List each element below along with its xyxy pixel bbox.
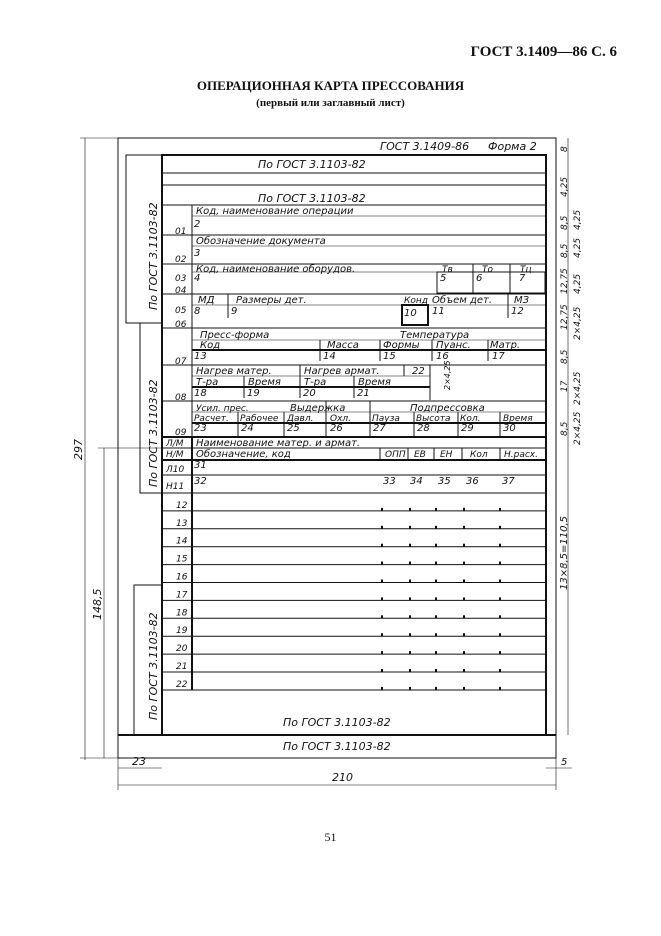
field-dims: Размеры дет. — [236, 295, 307, 306]
field-oboz-kod: Обозначение, код — [196, 449, 291, 460]
cell-3: 3 — [194, 248, 201, 259]
dim-2x425c: 2×4,25 — [573, 411, 583, 445]
cell-15: 15 — [383, 351, 396, 362]
field-ohl: Охл. — [330, 414, 352, 424]
cell-18: 18 — [194, 388, 207, 399]
field-kod: Код — [200, 340, 221, 351]
row-08: 08 — [175, 393, 187, 403]
row-07: 07 — [175, 357, 187, 367]
dim-8: 8 — [560, 146, 570, 152]
dim-210: 210 — [332, 771, 353, 784]
row-09: 09 — [175, 428, 187, 438]
dim-425b: 4,25 — [573, 209, 583, 230]
cell-4: 4 — [194, 273, 201, 284]
cell-17: 17 — [492, 351, 505, 362]
ref-top-2: По ГОСТ 3.1103-82 — [258, 192, 366, 205]
cell-9: 9 — [231, 306, 238, 317]
dim-17: 17 — [560, 380, 570, 392]
cell-27: 27 — [373, 423, 386, 434]
cell-34: 34 — [410, 476, 423, 487]
cell-11: 11 — [432, 306, 445, 317]
field-matr: Матр. — [490, 340, 521, 351]
field-en: ЕН — [440, 450, 453, 460]
field-opp: ОПП — [385, 450, 406, 460]
list-row-label: 17 — [176, 590, 188, 601]
dim-85b: 8,5 — [560, 243, 570, 258]
cell-28: 28 — [417, 423, 430, 434]
dim-85c: 8,5 — [560, 349, 570, 364]
field-vysota: Высота — [416, 414, 451, 424]
field-mat-name: Наименование матер. и армат. — [196, 438, 361, 449]
list-row-label: 18 — [176, 608, 188, 619]
cell-23: 23 — [194, 423, 207, 434]
document-subtitle: (первый или заглавный лист) — [256, 97, 405, 109]
field-md: МД — [198, 295, 215, 306]
field-kol: Кол. — [460, 414, 481, 424]
cell-21: 21 — [357, 388, 370, 399]
label-lm: Л/М — [166, 439, 184, 449]
material-section — [162, 438, 546, 493]
cell-30: 30 — [503, 423, 516, 434]
field-doc-name: Обозначение документа — [196, 236, 326, 247]
cell-22: 22 — [412, 366, 425, 377]
field-vremya-2: Время — [358, 377, 391, 388]
side-label-3: По ГОСТ 3.1103-82 — [147, 612, 160, 720]
dim-425c: 4,25 — [573, 237, 583, 258]
cell-32: 32 — [194, 476, 207, 487]
list-row-label: 12 — [176, 500, 188, 511]
field-t-ra: Т-ра — [196, 377, 219, 388]
field-vol: Объем дет. — [432, 295, 493, 306]
dim-297: 297 — [72, 439, 85, 460]
field-tc: Тц — [520, 265, 532, 275]
field-ev: ЕВ — [414, 450, 426, 460]
list-row-label: 14 — [176, 536, 188, 547]
field-kol2: Кол — [470, 450, 488, 460]
cell-20: 20 — [303, 388, 316, 399]
page-header-ref: ГОСТ 3.1409—86 С. 6 — [470, 44, 617, 60]
dim-425d: 4,25 — [573, 273, 583, 294]
field-massa: Масса — [327, 340, 359, 351]
field-raschet: Расчет. — [194, 414, 229, 424]
field-vremya-3: Время — [503, 414, 533, 424]
cell-13: 13 — [194, 351, 207, 362]
cell-10: 10 — [404, 308, 417, 319]
cell-33: 33 — [383, 476, 396, 487]
cell-16: 16 — [436, 351, 449, 362]
row-02: 02 — [175, 255, 187, 265]
field-vremya: Время — [248, 377, 281, 388]
cell-24: 24 — [241, 423, 254, 434]
list-row-label: 13 — [176, 518, 188, 529]
field-vyderzhka: Выдержка — [290, 403, 346, 414]
dim-425a: 4,25 — [560, 176, 570, 197]
field-to: То — [482, 265, 494, 275]
field-op-code: Код, наименование операции — [196, 206, 354, 217]
list-row-label: 16 — [176, 572, 188, 583]
field-nrash: Н.расх. — [504, 450, 538, 460]
cell-35: 35 — [438, 476, 451, 487]
dim-13x85: 13×8,5=110,5 — [559, 515, 570, 590]
field-heat-arm: Нагрев армат. — [304, 366, 380, 377]
list-row-label: 15 — [176, 554, 188, 565]
ref-bottom-1: По ГОСТ 3.1103-82 — [283, 716, 391, 729]
cell-6: 6 — [476, 273, 483, 284]
ref-bottom-2: По ГОСТ 3.1103-82 — [283, 740, 391, 753]
cell-29: 29 — [461, 423, 474, 434]
document-title: ОПЕРАЦИОННАЯ КАРТА ПРЕССОВАНИЯ — [196, 78, 465, 93]
page-number: 51 — [324, 830, 337, 844]
side-label-2: По ГОСТ 3.1103-82 — [147, 379, 160, 487]
dim-148: 148,5 — [91, 588, 104, 620]
ref-top-1: По ГОСТ 3.1103-82 — [258, 158, 366, 171]
field-formy: Формы — [383, 340, 420, 351]
field-podpress: Подпрессовка — [410, 403, 485, 414]
dim-85a: 8,5 — [560, 215, 570, 230]
label-l10: Л10 — [166, 465, 185, 475]
cell-37: 37 — [502, 476, 515, 487]
field-kond: Конд — [404, 296, 429, 306]
field-press-form: Пресс-форма — [200, 330, 270, 341]
cell-2: 2 — [194, 219, 201, 230]
field-equip: Код, наименование оборудов. — [196, 264, 356, 275]
cell-8: 8 — [194, 306, 201, 317]
list-row-label: 22 — [176, 679, 188, 690]
dim-85d: 8,5 — [560, 421, 570, 436]
label-nm: Н/М — [166, 450, 184, 460]
dim-5: 5 — [561, 757, 568, 768]
form-std-label: ГОСТ 3.1409-86 — [380, 140, 470, 153]
dim-2x425-inner: 2×4,25 — [443, 360, 452, 390]
dim-23: 23 — [132, 755, 146, 768]
form-label: Форма 2 — [488, 140, 537, 153]
cell-7: 7 — [519, 273, 526, 284]
row-06: 06 — [175, 320, 187, 330]
field-rabochee: Рабочее — [240, 414, 279, 424]
cell-5: 5 — [440, 273, 447, 284]
label-n11: Н11 — [166, 482, 185, 492]
field-temp: Температура — [400, 330, 470, 341]
row-01: 01 — [175, 227, 187, 237]
cell-26: 26 — [330, 423, 343, 434]
operation-rows — [162, 205, 546, 438]
list-row-label: 20 — [176, 644, 188, 655]
cell-25: 25 — [287, 423, 300, 434]
list-row-label: 21 — [176, 662, 188, 672]
dim-2x425a: 2×4,25 — [573, 306, 583, 340]
cell-36: 36 — [466, 476, 479, 487]
field-pauza: Пауза — [372, 414, 400, 424]
field-heat-mat: Нагрев матер. — [196, 366, 272, 377]
field-usil: Усил. прес. — [196, 404, 249, 414]
field-mz: МЗ — [514, 295, 530, 306]
cell-19: 19 — [247, 388, 260, 399]
list-row-label: 19 — [176, 626, 188, 637]
side-label-1: По ГОСТ 3.1103-82 — [147, 202, 160, 310]
field-puans: Пуанс. — [436, 340, 471, 351]
cell-12: 12 — [511, 306, 524, 317]
row-03: 03 — [175, 274, 187, 284]
dim-1275a: 12,75 — [560, 268, 570, 294]
field-t-ra-2: Т-ра — [304, 377, 327, 388]
dim-1275b: 12,75 — [560, 304, 570, 330]
field-tv: Тв — [442, 265, 453, 275]
field-davl: Давл. — [287, 414, 314, 424]
row-05: 05 — [175, 306, 187, 316]
cell-31: 31 — [194, 460, 207, 471]
dim-2x425b: 2×4,25 — [573, 371, 583, 405]
cell-14: 14 — [323, 351, 336, 362]
row-04: 04 — [175, 286, 187, 296]
